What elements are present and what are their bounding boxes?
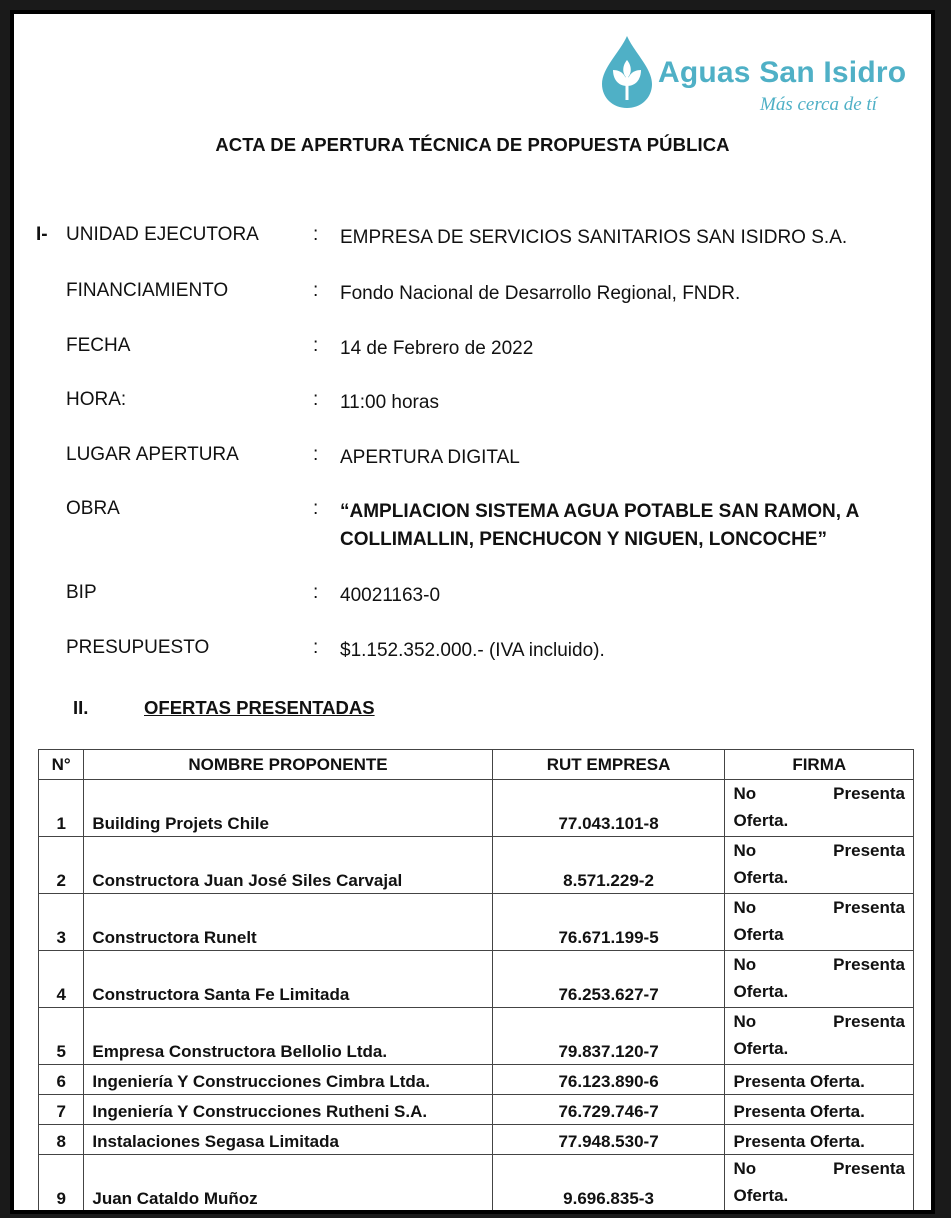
field-colon: : [313,498,319,519]
row-rut: 8.571.229-2 [492,837,725,894]
row-firma [725,894,914,951]
firma-word: Oferta. [733,982,789,1001]
firma-word: Oferta. [733,1186,789,1205]
row-firma [725,1008,914,1065]
row-number: 3 [39,894,84,951]
table-row [39,951,914,1008]
section-numeral: I- [36,224,48,245]
field-colon: : [313,335,319,356]
field-value: $1.152.352.000.- (IVA incluido). [340,640,605,661]
field-value: 40021163-0 [340,585,441,606]
table-row [39,780,914,837]
row-rut: 76.671.199-5 [492,894,725,951]
field-label: UNIDAD EJECUTORA [66,224,259,245]
firma-word: No [733,1159,757,1178]
row-rut: 77.948.530-7 [492,1125,725,1155]
field-value: “AMPLIACION SISTEMA AGUA POTABLE SAN RAMON, A COLLIMALLIN, PENCHUCON Y NIGUEN, LONCOCHE” [340,501,859,550]
header-name: NOMBRE PROPONENTE [84,750,492,780]
document-page [10,10,935,1214]
field-value: 14 de Febrero de 2022 [340,338,534,359]
header-number: N° [39,750,84,780]
field-value: APERTURA DIGITAL [340,447,520,468]
header-rut: RUT EMPRESA [492,750,725,780]
table-row [39,1125,914,1155]
field-value: Fondo Nacional de Desarrollo Regional, FNDR. [340,283,741,304]
row-firma [725,1155,914,1212]
firma-word: No [733,841,757,860]
row-name: Constructora Runelt [84,894,492,951]
logo-name: Aguas San Isidro [658,56,907,89]
row-firma: Presenta Oferta. [725,1125,914,1155]
row-number: 8 [39,1125,84,1155]
row-firma: Presenta Oferta. [725,1065,914,1095]
table-row [39,894,914,951]
table-row [39,1095,914,1125]
firma-word: Oferta. [733,1039,789,1058]
document-title: ACTA DE APERTURA TÉCNICA DE PROPUESTA PÚBLICA [215,134,730,155]
field-label: HORA: [66,389,127,410]
row-number: 6 [39,1065,84,1095]
row-name: Empresa Constructora Bellolio Ltda. [84,1008,492,1065]
row-name: Building Projets Chile [84,780,492,837]
field-value: 11:00 horas [340,392,439,413]
firma-word: Presenta [833,898,905,917]
logo-tagline: Más cerca de tí [760,94,877,115]
firma-word: Presenta [833,1159,905,1178]
section-title: OFERTAS PRESENTADAS [144,697,375,718]
firma-word: No [733,955,757,974]
company-logo [598,26,918,126]
field-label: PRESUPUESTO [66,637,210,658]
table-row [39,1065,914,1095]
row-name: Constructora Santa Fe Limitada [84,951,492,1008]
row-name: Instalaciones Segasa Limitada [84,1125,492,1155]
offers-table [38,749,914,1212]
header-firma: FIRMA [725,750,914,780]
row-rut: 9.696.835-3 [492,1155,725,1212]
firma-word: No [733,1012,757,1031]
row-name: Constructora Juan José Siles Carvajal [84,837,492,894]
row-firma [725,780,914,837]
row-number: 9 [39,1155,84,1212]
table-row [39,1008,914,1065]
row-rut: 77.043.101-8 [492,780,725,837]
row-rut: 76.253.627-7 [492,951,725,1008]
row-number: 5 [39,1008,84,1065]
field-label: FINANCIAMIENTO [66,280,229,301]
row-name: Juan Cataldo Muñoz [84,1155,492,1212]
field-label: BIP [66,582,97,603]
row-firma [725,951,914,1008]
row-number: 7 [39,1095,84,1125]
water-drop-icon [598,34,656,110]
field-label: OBRA [66,498,120,519]
firma-word: Presenta [833,1012,905,1031]
field-label: LUGAR APERTURA [66,444,239,465]
row-rut: 79.837.120-7 [492,1008,725,1065]
firma-word: No [733,898,757,917]
firma-word: Oferta [733,925,784,944]
field-colon: : [313,444,319,465]
row-rut: 76.729.746-7 [492,1095,725,1125]
table-row [39,1155,914,1212]
field-colon: : [313,280,319,301]
firma-word: Presenta [833,784,905,803]
firma-word: Presenta [833,955,905,974]
section-numeral: II. [73,697,89,718]
field-value: EMPRESA DE SERVICIOS SANITARIOS SAN ISIDRO S.A. [340,227,848,248]
row-number: 1 [39,780,84,837]
field-colon: : [313,582,319,603]
table-row [39,837,914,894]
firma-word: Presenta [833,841,905,860]
field-colon: : [313,389,319,410]
table-header-row [39,750,914,780]
field-colon: : [313,637,319,658]
field-colon: : [313,224,319,245]
row-name: Ingeniería Y Construcciones Rutheni S.A. [84,1095,492,1125]
field-label: FECHA [66,335,131,356]
row-number: 2 [39,837,84,894]
row-firma [725,837,914,894]
firma-word: Oferta. [733,868,789,887]
row-number: 4 [39,951,84,1008]
row-rut: 76.123.890-6 [492,1065,725,1095]
firma-word: No [733,784,757,803]
firma-word: Oferta. [733,811,789,830]
row-firma: Presenta Oferta. [725,1095,914,1125]
row-name: Ingeniería Y Construcciones Cimbra Ltda. [84,1065,492,1095]
